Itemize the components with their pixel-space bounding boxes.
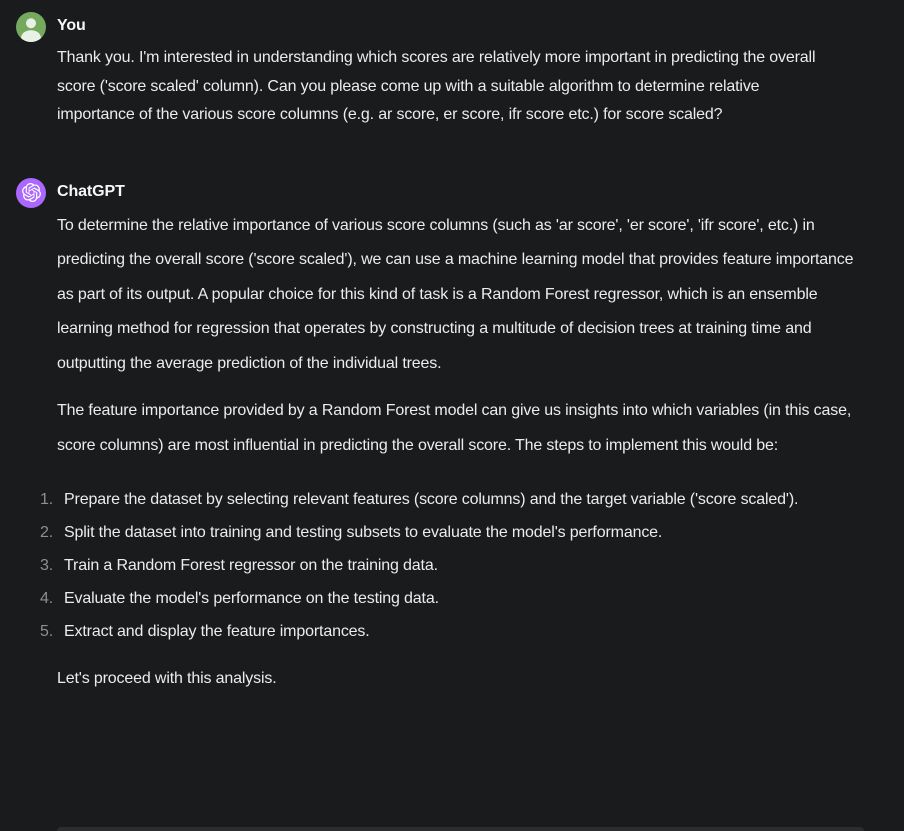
assistant-paragraph: The feature importance provided by a Random Forest model can give us insights into which variables (in this case, score columns) are most influential in predicting the overall score. The steps to implement this would be:	[57, 402, 852, 454]
message-author: You	[57, 17, 86, 34]
list-item	[40, 516, 864, 549]
user-message-content	[57, 12, 904, 130]
list-item-text: Evaluate the model's performance on the testing data.	[64, 590, 439, 607]
message-author: ChatGPT	[57, 182, 125, 200]
list-item-text: Extract and display the feature importances.	[64, 623, 370, 640]
list-item-number: 5.	[40, 623, 54, 640]
code-block-top-edge	[57, 827, 864, 831]
list-item	[40, 582, 864, 615]
assistant-message-content	[40, 178, 904, 694]
list-item	[40, 615, 864, 648]
chatgpt-avatar	[16, 178, 46, 208]
assistant-paragraph: To determine the relative importance of various score columns (such as 'ar score', 'er score', 'ifr score', etc.) in predicting the overall score ('score scaled'), we can use a machine learning model that provides feature importance as part of its output. A popular choice for this kind of task is a Random Forest regressor, which is an ensemble learning method for regression that operates by constructing a multitude of decision trees at training time and outputting the average prediction of the individual trees.	[57, 216, 854, 372]
person-icon	[16, 12, 46, 42]
list-item	[40, 549, 864, 582]
list-item-text: Split the dataset into training and testing subsets to evaluate the model's performance.	[64, 524, 663, 541]
list-item-number: 2.	[40, 524, 54, 541]
assistant-closing-text: Let's proceed with this analysis.	[57, 670, 277, 687]
list-item-text: Train a Random Forest regressor on the training data.	[64, 557, 438, 574]
user-message-text: Thank you. I'm interested in understanding which scores are relatively more important in predicting the overall score ('score scaled' column). Can you please come up with a suitable algorithm to determine relative importance of the various score columns (e.g. ar score, er score, ifr score etc.) for score scaled?	[57, 49, 816, 123]
list-item	[40, 483, 864, 516]
assistant-message	[0, 178, 904, 694]
openai-logo-icon	[22, 183, 41, 202]
list-item-number: 3.	[40, 557, 54, 574]
list-item-number: 4.	[40, 590, 54, 607]
list-item-number: 1.	[40, 491, 54, 508]
steps-list	[40, 483, 864, 648]
user-avatar	[16, 12, 46, 42]
list-item-text: Prepare the dataset by selecting relevant features (score columns) and the target variable ('score scaled').	[64, 491, 799, 508]
user-message	[0, 12, 904, 130]
